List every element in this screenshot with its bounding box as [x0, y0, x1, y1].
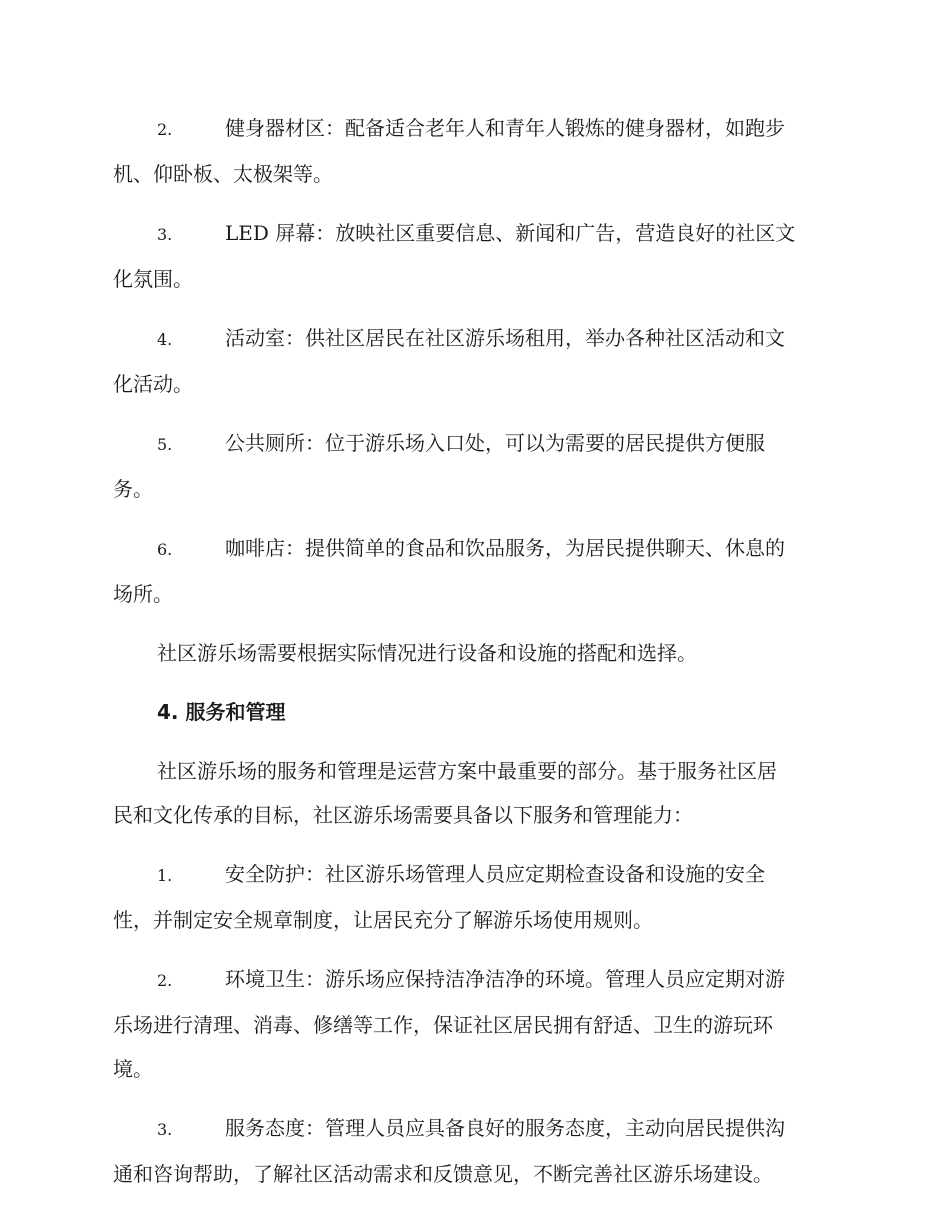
list-number: 6. — [157, 540, 173, 559]
paragraph-text: 社区游乐场的服务和管理是运营方案中最重要的部分。基于服务社区居 — [157, 759, 777, 783]
list-text-continuation: 乐场进行清理、消毒、修缮等工作，保证社区居民拥有舒适、卫生的游玩环 — [113, 1013, 773, 1037]
list-text: 公共厕所：位于游乐场入口处，可以为需要的居民提供方便服 — [225, 431, 765, 455]
list-item-fitness-area — [113, 106, 839, 196]
section-heading: 4. 服务和管理 — [157, 700, 286, 724]
list-number: 3. — [157, 225, 173, 244]
list-text: 服务态度：管理人员应具备良好的服务态度，主动向居民提供沟 — [225, 1116, 785, 1140]
list-number: 2. — [157, 120, 173, 139]
list-text-continuation: 场所。 — [113, 582, 173, 606]
list-text: 环境卫生：游乐场应保持洁净洁净的环境。管理人员应定期对游 — [225, 967, 785, 991]
paragraph-text: 社区游乐场需要根据实际情况进行设备和设施的搭配和选择。 — [157, 641, 697, 665]
paragraph-text-continuation: 民和文化传承的目标，社区游乐场需要具备以下服务和管理能力： — [113, 803, 693, 827]
list-number: 2. — [157, 971, 173, 990]
list-item-led-screen — [113, 211, 839, 301]
list-text-continuation: 机、仰卧板、太极架等。 — [113, 162, 333, 186]
list-text-continuation: 境。 — [113, 1057, 153, 1081]
list-text-continuation: 化活动。 — [113, 372, 193, 396]
list-number: 5. — [157, 435, 173, 454]
intro-paragraph — [113, 749, 839, 837]
list-item-safety — [113, 852, 839, 942]
list-item-hygiene — [113, 957, 839, 1091]
list-text-continuation: 性，并制定安全规章制度，让居民充分了解游乐场使用规则。 — [113, 908, 653, 932]
list-number: 1. — [157, 866, 173, 885]
list-text: LED 屏幕：放映社区重要信息、新闻和广告，营造良好的社区文 — [225, 221, 796, 245]
list-number: 4. — [157, 330, 173, 349]
list-number: 3. — [157, 1120, 173, 1139]
list-text-continuation: 化氛围。 — [113, 267, 193, 291]
list-text-continuation: 通和咨询帮助，了解社区活动需求和反馈意见，不断完善社区游乐场建设。 — [113, 1162, 773, 1186]
list-text: 咖啡店：提供简单的食品和饮品服务，为居民提供聊天、休息的 — [225, 536, 785, 560]
list-item-activity-room — [113, 316, 839, 406]
list-text: 活动室：供社区居民在社区游乐场租用，举办各种社区活动和文 — [225, 326, 785, 350]
document-body — [113, 106, 839, 1211]
list-text-continuation: 务。 — [113, 477, 153, 501]
list-text: 健身器材区：配备适合老年人和青年人锻炼的健身器材，如跑步 — [225, 116, 785, 140]
list-item-cafe — [113, 526, 839, 616]
list-item-public-toilet — [113, 421, 839, 511]
summary-paragraph — [113, 631, 839, 675]
list-text: 安全防护：社区游乐场管理人员应定期检查设备和设施的安全 — [225, 862, 765, 886]
list-item-service-attitude — [113, 1106, 839, 1196]
